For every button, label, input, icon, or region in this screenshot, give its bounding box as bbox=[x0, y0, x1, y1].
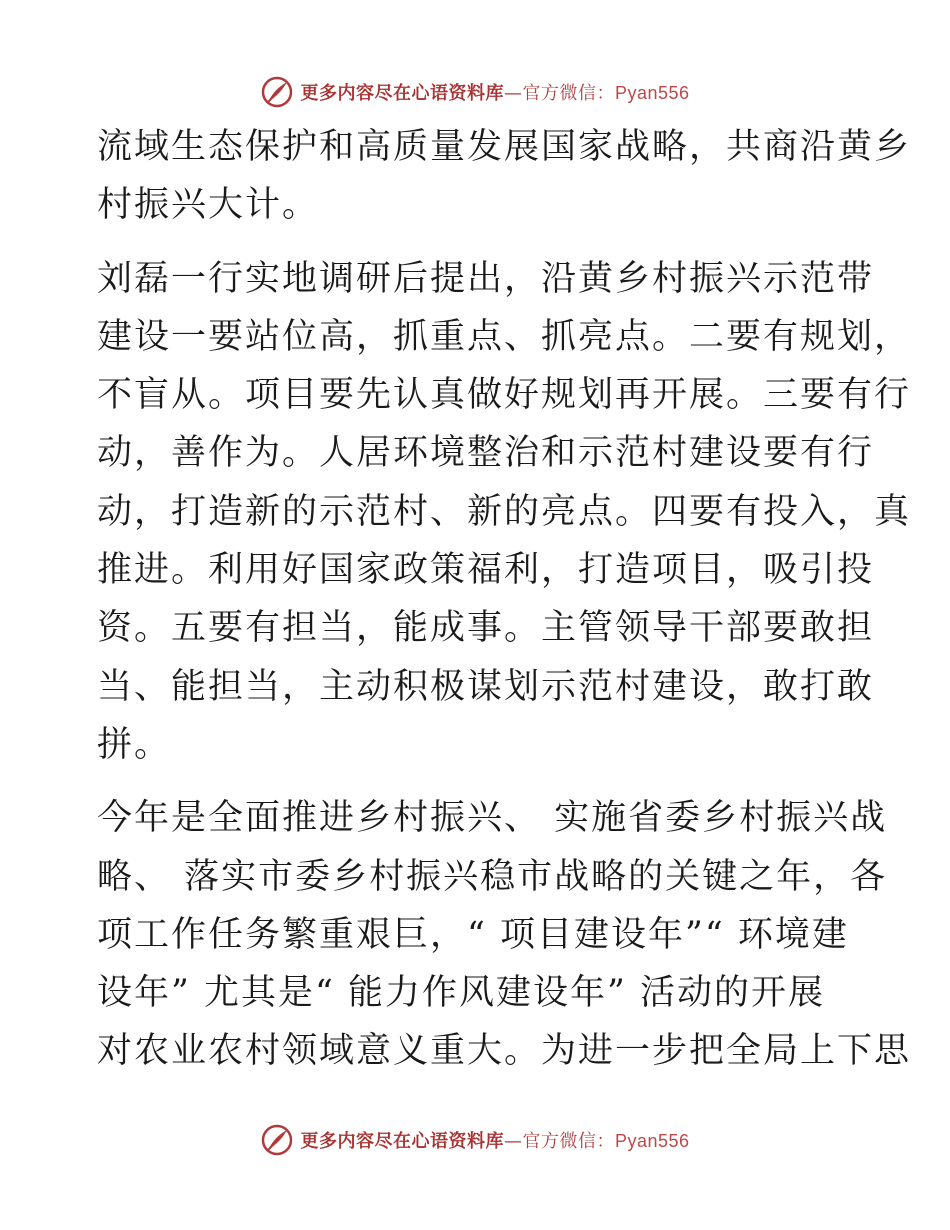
text-line: 动，打造新的示范村、新的亮点。四要有投入，真 bbox=[97, 491, 912, 532]
watermark-text bbox=[300, 1127, 689, 1153]
watermark-brand: 更多内容尽在心语资料库 bbox=[300, 83, 504, 104]
text-line: 设年” 尤其是“ 能力作风建设年” 活动的开展 bbox=[97, 973, 826, 1014]
watermark-handle: Pyan556 bbox=[614, 1131, 690, 1151]
text-line: 当、能担当，主动积极谋划示范村建设，敢打敢 bbox=[97, 666, 875, 707]
text-line: 项工作任务繁重艰巨，“ 项目建设年”“ 环境建 bbox=[97, 914, 849, 955]
text-line: 推进。利用好国家政策福利，打造项目，吸引投 bbox=[97, 550, 875, 591]
paragraph bbox=[97, 118, 912, 235]
text-line: 资。五要有担当，能成事。主管领导干部要敢担 bbox=[97, 608, 875, 649]
watermark-wechat-label: 官方微信： bbox=[522, 83, 615, 104]
watermark-wechat-label: 官方微信： bbox=[522, 1131, 615, 1152]
text-line: 对农业农村领域意义重大。为进一步把全局上下思 bbox=[97, 1031, 912, 1072]
paragraph bbox=[97, 250, 912, 775]
text-line: 动，善作为。人居环境整治和示范村建设要有行 bbox=[97, 433, 875, 474]
text-line: 略、 落实市委乡村振兴稳市战略的关键之年，各 bbox=[97, 856, 888, 897]
watermark-separator: — bbox=[503, 1131, 523, 1152]
header-watermark bbox=[0, 70, 950, 114]
footer-watermark bbox=[0, 1118, 950, 1162]
text-line: 村振兴大计。 bbox=[97, 185, 320, 226]
document-body bbox=[97, 118, 912, 1081]
quill-logo-icon bbox=[260, 75, 294, 109]
watermark-text bbox=[300, 79, 689, 105]
watermark-brand: 更多内容尽在心语资料库 bbox=[300, 1131, 504, 1152]
text-line: 今年是全面推进乡村振兴、 实施省委乡村振兴战 bbox=[97, 798, 888, 839]
text-line: 不盲从。项目要先认真做好规划再开展。三要有行 bbox=[97, 375, 912, 416]
text-line: 拼。 bbox=[97, 724, 172, 765]
paragraph bbox=[97, 789, 912, 1080]
text-line: 建设一要站位高，抓重点、抓亮点。二要有规划， bbox=[97, 316, 912, 357]
text-line: 流域生态保护和高质量发展国家战略，共商沿黄乡 bbox=[97, 127, 912, 167]
text-line: 刘磊一行实地调研后提出，沿黄乡村振兴示范带 bbox=[97, 258, 875, 299]
quill-logo-icon bbox=[260, 1123, 294, 1157]
watermark-handle: Pyan556 bbox=[614, 83, 690, 103]
watermark-separator: — bbox=[503, 83, 523, 104]
